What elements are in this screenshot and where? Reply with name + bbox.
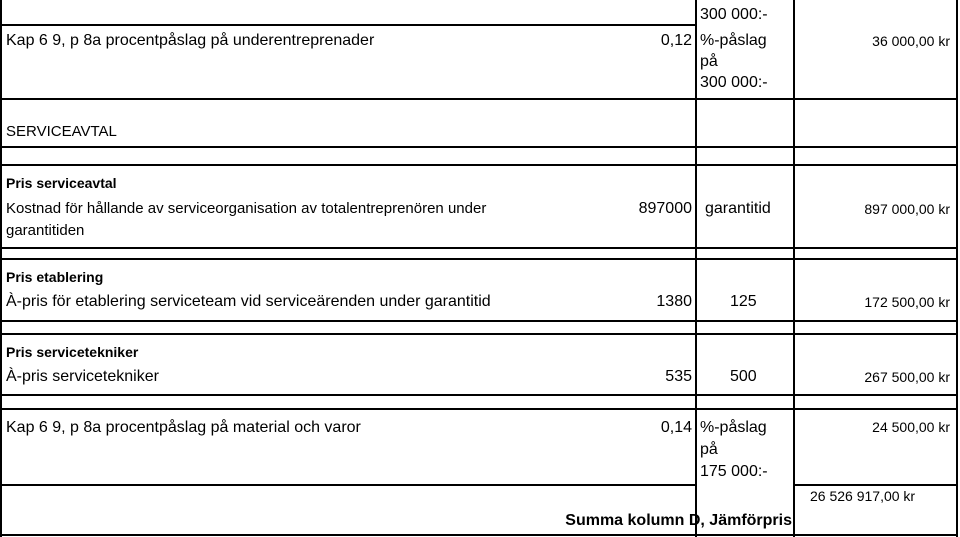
row-unit-line3: 175 000:-	[700, 463, 768, 480]
grid-row-divider	[0, 408, 958, 410]
row-unit-line1: %-påslag	[700, 32, 767, 49]
row-unit: 500	[730, 368, 757, 385]
row-amount: 267 500,00 kr	[864, 369, 950, 385]
grid-row-divider	[0, 320, 958, 322]
total-amount: 26 526 917,00 kr	[810, 488, 916, 504]
grid-left-border	[0, 0, 2, 537]
row-qty: 897000	[638, 200, 692, 217]
row-unit-line1: %-påslag	[700, 419, 767, 436]
row-heading: Pris etablering	[6, 269, 104, 285]
row-qty: 0,12	[660, 32, 692, 49]
row-unit-line3: 300 000:-	[700, 74, 768, 91]
row-label: Kap 6 9, p 8a procentpåslag på material och varor	[6, 419, 361, 436]
grid-bottom-border	[0, 534, 958, 536]
grid-row-divider	[0, 484, 695, 486]
row-heading: Pris servicetekniker	[6, 344, 139, 360]
row-desc-line1: Kostnad för hållande av serviceorganisation av totalentreprenören under	[6, 200, 487, 217]
grid-row-divider	[795, 484, 958, 486]
grid-right-border	[956, 0, 958, 537]
unit-continuation: 300 000:-	[700, 6, 768, 23]
row-desc: À-pris för etablering serviceteam vid serviceärenden under garantitid	[6, 293, 491, 310]
row-desc: À-pris servicetekniker	[6, 368, 159, 385]
row-unit: garantitid	[705, 200, 771, 217]
row-unit: 125	[730, 293, 757, 310]
grid-row-divider	[0, 146, 958, 148]
grid-row-divider	[0, 258, 958, 260]
grid-row-divider	[0, 164, 958, 166]
row-amount: 36 000,00 kr	[872, 33, 950, 49]
row-amount: 897 000,00 kr	[864, 201, 950, 217]
grid-row-divider	[0, 247, 958, 249]
grid-row-divider	[0, 24, 695, 26]
row-unit-line2: på	[700, 441, 718, 458]
section-heading: SERVICEAVTAL	[6, 123, 117, 140]
grid-row-divider	[0, 333, 958, 335]
row-qty: 1380	[656, 293, 692, 310]
grid-row-divider	[0, 98, 958, 100]
total-label: Summa kolumn D, Jämförpris	[565, 512, 792, 529]
row-heading: Pris serviceavtal	[6, 175, 117, 191]
grid-col-unit-divider	[793, 0, 795, 537]
grid-col-qty-divider	[695, 0, 697, 537]
row-amount: 172 500,00 kr	[864, 294, 950, 310]
row-qty: 0,14	[660, 419, 692, 436]
row-amount: 24 500,00 kr	[872, 419, 950, 435]
row-unit-line2: på	[700, 53, 718, 70]
row-desc-line2: garantitiden	[6, 222, 85, 239]
grid-row-divider	[0, 394, 958, 396]
row-label: Kap 6 9, p 8a procentpåslag på underentreprenader	[6, 32, 375, 49]
row-qty: 535	[665, 368, 692, 385]
